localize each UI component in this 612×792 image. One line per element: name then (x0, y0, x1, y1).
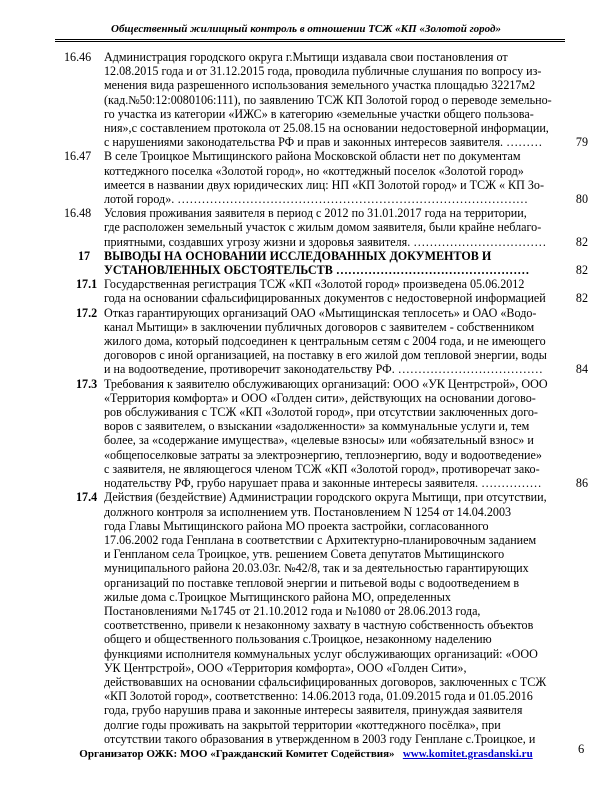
toc-entry-text (104, 249, 558, 277)
toc-entry-text (104, 490, 558, 746)
footer-organizer: Организатор ОЖК: МОО «Гражданский Комитет Содействия» (79, 748, 395, 760)
toc-entry-line: функциями исполнителя коммунальных услуг обслуживающих организаций: «ООО (104, 646, 538, 661)
toc-entry-line: ров обслуживания с ТСЖ «КП «Золотой город», при отсутствии заключенных дого- (104, 405, 538, 420)
toc-entry-page: 82 (575, 263, 588, 278)
toc-entry (64, 50, 588, 149)
toc-entry (64, 490, 588, 746)
toc-entry-line: В селе Троицкое Мытищинского района Московской области нет по документам (104, 149, 521, 164)
toc-entry-line: 12.08.2015 года и от 31.12.2015 года, проводила публичные слушания по вопросу из- (104, 64, 542, 79)
toc-entry-text (104, 206, 558, 249)
toc-entry-page: 82 (575, 291, 588, 306)
toc-entry-line: муниципального района 20.03.03г. №42/8, так и за деятельностью гарантирующих (104, 561, 529, 576)
toc-entry (64, 206, 588, 249)
toc-entry-line: менения вида разрешенного использования земельного участка площадью 32217м2 (104, 78, 536, 93)
footer-website-link[interactable]: www.komitet.grasdanski.ru (402, 748, 533, 760)
toc-entry (64, 149, 588, 206)
toc-entry-line: ВЫВОДЫ НА ОСНОВАНИИ ИССЛЕДОВАННЫХ ДОКУМЕНТОВ И (104, 248, 492, 263)
toc-entry-line: должного контроля за исполнением утв. Постановлением N 1254 от 14.04.2003 (104, 504, 512, 519)
toc-entry-line: приятными, создавших угрозу жизни и здоровья заявителя. …………………………… (104, 234, 547, 249)
toc-entry-line: действовавших на основании сфальсифицированных договоров, заключенных с ТСЖ (104, 674, 547, 689)
toc-entry-number: 16.46 (64, 50, 92, 64)
toc-entry-line: более, за «содержание имущества», «целевые взносы» или «обязательный взнос» и (104, 433, 534, 448)
toc-entry-text (104, 306, 558, 377)
toc-entry-text (104, 377, 558, 491)
toc-entry-line: отсутствии такого образования в утвержденном в 2003 году Генплане с.Троицкое, и (104, 731, 536, 746)
footer (0, 748, 612, 761)
toc-entry-page: 82 (575, 234, 588, 249)
toc-entry-line: года, грубо нарушив права и законные интересы заявителя, принуждая заявителя (104, 703, 523, 718)
toc-entry-number: 16.47 (64, 149, 92, 164)
toc-entry-page: 79 (575, 135, 588, 150)
toc-entry-line: долгие годы проживать на закрытой территории «коттеджного посёлка», при (104, 717, 501, 732)
toc-entry-line: и Генпланом села Троицкое, утв. решением Совета депутатов Мытищинского (104, 547, 505, 562)
toc-entry-line: с заявителя, не являющегося членом ТСЖ «КП «Золотой город», противоречат зако- (104, 461, 540, 476)
toc-entry-line: и на водоотведение, противоречит законодательству РФ. ……………………………… (104, 362, 543, 377)
toc-entry-page: 86 (575, 476, 588, 491)
toc-entry-page: 84 (575, 362, 588, 377)
toc-entry-line: УК Центрстрой», ООО «Территория комфорта», ООО «Голден Сити», (104, 660, 467, 675)
toc-entry-line: ния»,с составлением протокола от 25.08.15 на основании недостоверной информации, (104, 121, 549, 136)
toc-entry-line: жилого дома, который подсоединен к центральным сетям с 2004 года, и не имеющего (104, 334, 546, 349)
header-rule-double (55, 41, 565, 42)
toc-entry (64, 306, 588, 377)
toc-entry (64, 377, 588, 491)
toc-entry-line: лотой город». …………………………………………………………………………… (104, 192, 529, 207)
toc-entry-number: 17.1 (76, 277, 98, 292)
toc-entry-line: «КП Золотой город», соответственно: 14.06.2013 года, 01.09.2015 года и 01.05.2016 (104, 689, 533, 704)
toc-entry-line: Государственная регистрация ТСЖ «КП «Золотой город» произведена 05.06.2012 (104, 277, 525, 292)
header-rule (55, 39, 565, 40)
toc-entry-text (104, 50, 558, 149)
toc-entry-text (104, 277, 558, 305)
toc-entry-line: года на основании сфальсифицированных документов с недостоверной информацией (104, 291, 546, 306)
toc-entry-number: 17.2 (76, 305, 98, 320)
toc-entry-line: общего и общественного пользования с.Троицкое, незаконному наделению (104, 632, 492, 647)
toc-entry-number: 17.4 (76, 490, 98, 505)
toc-entry-line: Администрация городского округа г.Мытищи издавала свои постановления от (104, 50, 508, 64)
toc-entry-line: Действия (бездействие) Администрации городского округа Мытищи, при отсутствии, (104, 490, 547, 505)
toc-entry-line: «общепоселковые затраты за электроэнергию, теплоэнергию, воду и водоотведение» (104, 447, 542, 462)
toc-entry-line: го участка из категории «ИЖС» в категорию «земельные участки общего пользова- (104, 106, 534, 121)
toc-entry-line: коттеджного поселка «Золотой город», но «коттеджный поселок «Золотой город» (104, 163, 524, 178)
toc-entry-line: Условия проживания заявителя в период с 2012 по 31.01.2017 года на территории, (104, 206, 527, 221)
table-of-contents (64, 50, 588, 746)
toc-entry (64, 277, 588, 305)
toc-entry-line: имеется в названии двух юридических лиц: НП «КП Золотой город» и ТСЖ « КП Зо- (104, 177, 545, 192)
toc-entry-number: 16.48 (64, 206, 92, 221)
toc-entry-line: Отказ гарантирующих организаций ОАО «Мытищинская теплосеть» и ОАО «Водо- (104, 305, 537, 320)
toc-entry-line: воров с заявителем, о взыскании «задолженности» за коммунальные услуги и, тем (104, 419, 530, 434)
toc-entry-line: Постановлениями №1745 от 21.10.2012 года и №1080 от 28.06.2013 года, (104, 603, 481, 618)
toc-entry-line: соответственно, привели к незаконному захвату в частную собственность объектов (104, 618, 534, 633)
toc-entry-line: нодательству РФ, грубо нарушает права и законные интересы заявителя. …………… (104, 476, 542, 491)
toc-entry-line: с нарушениями законодательства РФ и прав и законных интересов заявителя. ……… (104, 135, 543, 150)
toc-entry-line: «Территория комфорта» и ООО «Голден сити», действующих на основании догово- (104, 390, 536, 405)
toc-entry-number: 17.3 (76, 376, 98, 391)
toc-entry-line: (кад.№50:12:0080106:111), по заявлению ТСЖ КП Золотой город о переводе земельно- (104, 92, 552, 107)
toc-entry-page: 80 (575, 192, 588, 207)
toc-entry-line: где расположен земельный участок с жилым домом заявителя, были крайне неблаго- (104, 220, 542, 235)
page-number: 6 (578, 742, 585, 756)
toc-entry-line: жилые дома с.Троицкое Мытищинского района МО, определенных (104, 589, 451, 604)
toc-entry (64, 249, 588, 277)
toc-entry-line: канал Мытищи» в заключении публичных договоров с заявителем - собственником (104, 319, 535, 334)
running-header: Общественный жилищный контроль в отношении ТСЖ «КП «Золотой город» (111, 23, 501, 35)
toc-entry-line: Требования к заявителю обслуживающих организаций: ООО «УК Центрстрой», ООО (104, 376, 548, 391)
toc-entry-line: года Главы Мытищинского района МО проекта застройки, согласованного (104, 518, 489, 533)
toc-entry-line: УСТАНОВЛЕННЫХ ОБСТОЯТЕЛЬСТВ ………………………………………… (104, 263, 530, 278)
toc-entry-line: организаций по поставке тепловой энергии и питьевой воды с водоотведением в (104, 575, 520, 590)
toc-entry-text (104, 149, 558, 206)
toc-entry-line: договоров с иной организацией, на поставку в его жилой дом тепловой энергии, воды (104, 348, 547, 363)
toc-entry-line: 17.06.2002 года Генплана в соответствии с Архитектурно-планировочным заданием (104, 532, 537, 547)
toc-entry-number: 17 (78, 248, 91, 263)
